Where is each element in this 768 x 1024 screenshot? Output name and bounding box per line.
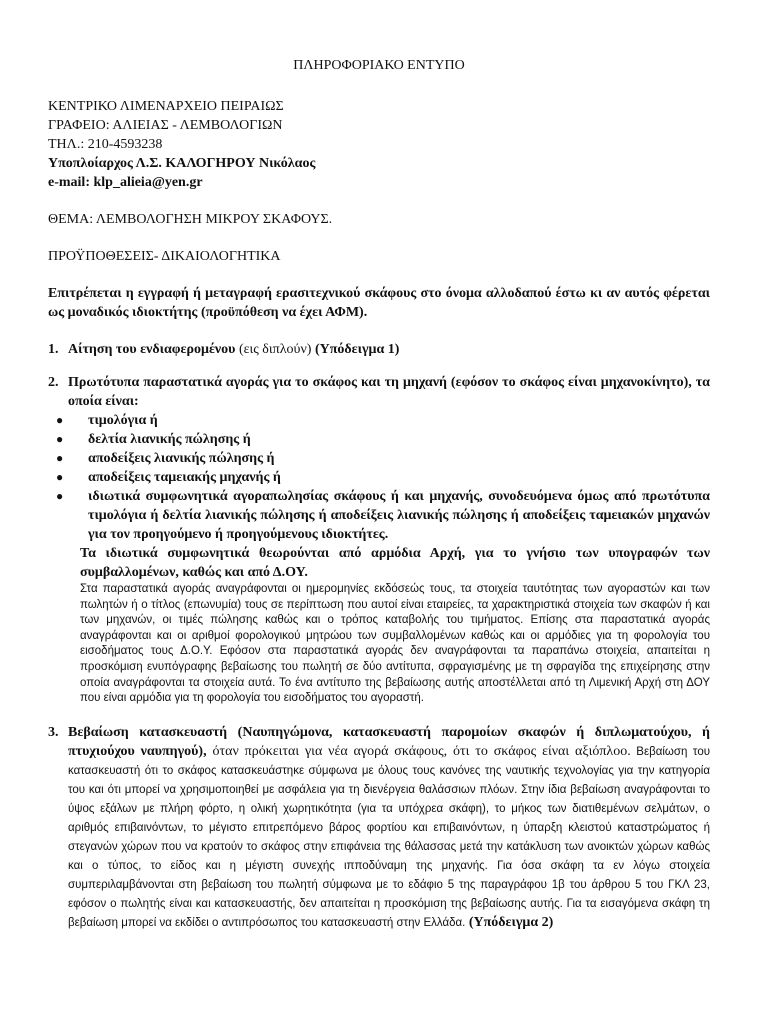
item-lead-rest: όταν πρόκειται για νέα αγορά σκάφους, ότι το σκάφος είναι αξιόπλοο. xyxy=(206,743,631,759)
office-header xyxy=(48,97,710,192)
purchase-documents-details: Στα παραστατικά αγοράς αναγράφονται οι ημερομηνίες εκδόσεώς τους, τα στοιχεία ταυτότητας των αγοραστών και των πωλητών ή ο τίτλος (επωνυμία) τους σε περίπτωση που αυτοί είναι εταιρείες, τα χαρακτηριστικά στοιχεία των σκαφών ή και των μηχανών, οι τιμές πώλησης καθώς και ο τρόπος καταβολής του τιμήματος. Επίσης στα παραστατικά αγοράς αναγράφονται και οι αριθμοί φορολογικού μητρώου των συμβαλλομένων καθώς και οι αρμόδιες για τη φορολογία του εισοδήματος τους Δ.Ο.Υ. Εφόσον στα παραστατικά αγοράς δεν αναγράφονται τα παραπάνω στοιχεία, απαιτείται η προσκόμιση ενυπόγραφης βεβαίωσης του πωλητή σε δύο αντίτυπα, σφραγισμένης με τη σφραγίδα της επιχείρησης στην οποία αναγράφονται τα στοιχεία αυτά. Το ένα αντίτυπο της βεβαίωσης αυτής αποστέλλεται από τη Λιμενική Αρχή στη ΔΟΥ που είναι αρμόδια για τη φορολογία του εισοδήματος του αγοραστή. xyxy=(80,583,710,705)
list-item xyxy=(48,373,710,707)
item-lead: Βεβαίωση κατασκευαστή (Ναυπηγώμονα, κατασκευαστή παρομοίων σκαφών ή διπλωματούχου, ή πτυχιούχου ναυπηγού), xyxy=(68,724,710,759)
item-body xyxy=(56,373,710,707)
header-phone: ΤΗΛ.: 210-4593238 xyxy=(48,137,163,152)
bullet-item: ● τιμολόγια ή xyxy=(48,411,710,430)
item-number: 3. xyxy=(48,724,59,740)
bullet-list xyxy=(48,411,710,544)
header-office: ΚΕΝΤΡΙΚΟ ΛΙΜΕΝΑΡΧΕΙΟ ΠΕΙΡΑΙΩΣ xyxy=(48,99,284,114)
bullet-item: ● αποδείξεις ταμειακής μηχανής ή xyxy=(48,468,710,487)
item-note: (εις διπλούν) xyxy=(235,342,315,357)
bullet-icon: ● xyxy=(56,489,64,503)
item-number: 2. xyxy=(48,375,59,390)
header-officer: Υποπλοίαρχος Λ.Σ. ΚΑΛΟΓΗΡΟΥ Νικόλαος xyxy=(48,156,316,171)
document-title: ΠΛΗΡΟΦΟΡΙΑΚΟ ΕΝΤΥΠΟ xyxy=(293,58,465,73)
item-reference: (Υπόδειγμα 2) xyxy=(465,914,554,930)
builder-certificate-details: Βεβαίωση του κατασκευαστή ότι το σκάφος κατασκευάστηκε σύμφωνα με όλους τους κανόνες της ναυτικής τεχνολογίας για την κατηγορία του και ότι μπορεί να χρησιμοποιηθεί με ασφάλεια για τη διενέργεια θαλάσσιων πλόων. Στην ίδια βεβαίωση αναγράφονται το ύψος εξάλων με πλήρη φόρτο, η ολική χωρητικότητα (για τα υπόχρεα σκάφη), το μήκος των διατιθεμένων σελμάτων, ο αριθμός επιβαινόντων, το μέγιστο επιτρεπόμενο βάρος φορτίου και επιβαινόντων, η ύπαρξη κλειστού καταστρώματος ή στεγανών χώρων που να κρατούν το σκάφος στην επιφάνεια της θάλασσας μετά την κατάκλυση των ανοικτών χώρων καθώς και ο τύπος, το είδος και η μέγιστη συνεχής ιπποδύναμη της μηχανής. Για όσα σκάφη τα εν λόγω στοιχεία συμπεριλαμβάνονται στη βεβαίωση του πωλητή σύμφωνα με το εδάφιο 5 της παραγράφου 1β του άρθρου 5 του ΓΚΛ 23, εφόσον ο πωλητής είναι και κατασκευαστής, δεν απαιτείται η προσκόμιση της βεβαίωσης αυτής. Για τα εισαγόμενα σκάφη τη βεβαίωση μπορεί να εκδίδει ο αντιπρόσωπος του κατασκευαστή στην Ελλάδα. xyxy=(68,745,710,929)
bullet-icon: ● xyxy=(56,451,64,465)
bullet-item: ● αποδείξεις λιανικής πώλησης ή xyxy=(48,449,710,468)
list-item xyxy=(48,340,710,359)
item-reference: (Υπόδειγμα 1) xyxy=(314,342,400,357)
requirements-heading: ΠΡΟΫΠΟΘΕΣΕΙΣ- ΔΙΚΑΙΟΛΟΓΗΤΙΚΑ xyxy=(48,249,281,264)
bullet-icon: ● xyxy=(56,432,64,446)
item-body xyxy=(48,723,710,932)
bullet-icon: ● xyxy=(56,470,64,484)
bullet-icon: ● xyxy=(56,413,64,427)
subject-line: ΘΕΜΑ: ΛΕΜΒΟΛΟΓΗΣΗ ΜΙΚΡΟΥ ΣΚΑΦΟΥΣ. xyxy=(48,212,333,227)
header-department: ΓΡΑΦΕΙΟ: ΑΛΙΕΙΑΣ - ΛΕΜΒΟΛΟΓΙΩΝ xyxy=(48,118,283,133)
item-lead: Πρωτότυπα παραστατικά αγοράς για το σκάφος και τη μηχανή (εφόσον το σκάφος είναι μηχανοκίνητο), τα οποία είναι: xyxy=(68,375,710,409)
item-body xyxy=(68,340,710,359)
bullet-item: ● δελτία λιανικής πώλησης ή xyxy=(48,430,710,449)
intro-paragraph: Επιτρέπεται η εγγραφή ή μεταγραφή ερασιτεχνικού σκάφους στο όνομα αλλοδαπού έστω κι αν αυτός φέρεται ως μοναδικός ιδιοκτήτης (προϋπόθεση να έχει ΑΦΜ). xyxy=(48,286,710,320)
private-agreements-note: Τα ιδιωτικά συμφωνητικά θεωρούνται από αρμόδια Αρχή, για το γνήσιο των υπογραφών των συμβαλλομένων, καθώς και από Δ.ΟΥ. xyxy=(80,546,710,580)
header-email: e-mail: klp_alieia@yen.gr xyxy=(48,175,203,190)
list-item xyxy=(48,723,710,932)
item-text: Αίτηση του ενδιαφερομένου xyxy=(68,342,236,357)
bullet-item: ● ιδιωτικά συμφωνητικά αγοραπωλησίας σκάφους ή και μηχανής, συνοδευόμενα όμως από πρωτότυπα τιμολόγια ή δελτία λιανικής πώλησης ή αποδείξεις λιανικής πώλησης ή αποδείξεις ταμειακών μηχανών για τον προηγούμενο ή προηγούμενους ιδιοκτήτες. xyxy=(48,487,710,544)
item-number: 1. xyxy=(48,342,59,357)
